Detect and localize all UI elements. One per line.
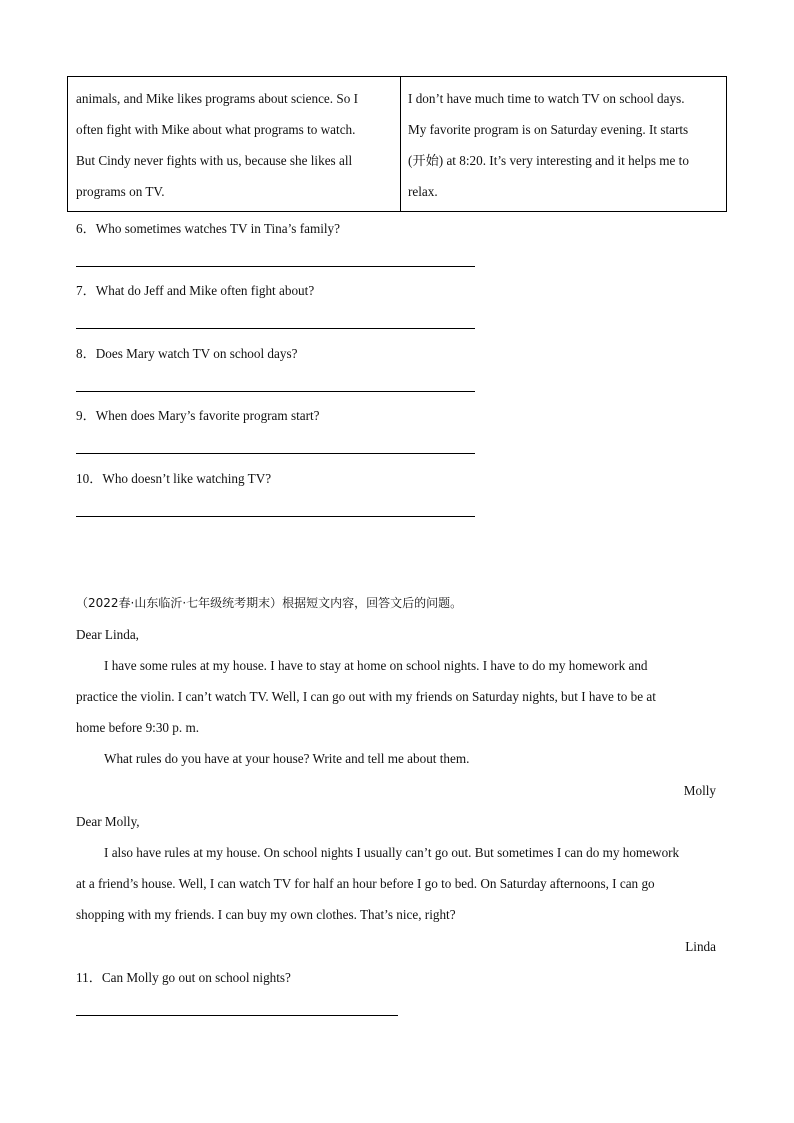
- table-right-line: I don’t have much time to watch TV on school days.: [408, 91, 685, 106]
- answer-line-8[interactable]: [76, 391, 475, 392]
- answer-line-10[interactable]: [76, 516, 475, 517]
- table-divider: [400, 77, 401, 211]
- letter2-paragraph-line: at a friend’s house. Well, I can watch TV for half an hour before I go to bed. On Saturday afternoons, I can go: [76, 876, 655, 891]
- letter1-paragraph-line: home before 9:30 p. m.: [76, 720, 200, 735]
- letter2-signature: Linda: [685, 939, 716, 954]
- passage-table: [67, 76, 727, 212]
- question-11: 11．Can Molly go out on school nights?: [76, 970, 291, 985]
- table-left-line: often fight with Mike about what programs to watch.: [76, 122, 356, 137]
- letter1-signature: Molly: [683, 783, 716, 798]
- letter1-greeting: Dear Linda,: [76, 627, 139, 642]
- question-8: 8．Does Mary watch TV on school days?: [76, 346, 298, 361]
- letter2-greeting: Dear Molly,: [76, 814, 140, 829]
- letter2-paragraph-line: I also have rules at my house. On school nights I usually can’t go out. But sometimes I can do my homework: [104, 845, 680, 860]
- letter2-paragraph-line: shopping with my friends. I can buy my own clothes. That’s nice, right?: [76, 907, 456, 922]
- table-right-line: My favorite program is on Saturday evening. It starts: [408, 122, 689, 137]
- table-right-line: relax.: [408, 184, 438, 199]
- answer-line-6[interactable]: [76, 266, 475, 267]
- letter1-paragraph-2: What rules do you have at your house? Write and tell me about them.: [104, 751, 470, 766]
- table-left-line: But Cindy never fights with us, because she likes all: [76, 153, 353, 168]
- question-9: 9．When does Mary’s favorite program start?: [76, 408, 320, 423]
- question-10: 10．Who doesn’t like watching TV?: [76, 471, 272, 486]
- answer-line-11[interactable]: [76, 1015, 398, 1016]
- table-right-line: (开始) at 8:20. It’s very interesting and it helps me to: [408, 153, 689, 168]
- answer-line-9[interactable]: [76, 453, 475, 454]
- letter1-paragraph-line: practice the violin. I can’t watch TV. Well, I can go out with my friends on Saturday nights, but I have to be at: [76, 689, 656, 704]
- letter1-paragraph-line: I have some rules at my house. I have to stay at home on school nights. I have to do my homework and: [104, 658, 648, 673]
- table-left-line: programs on TV.: [76, 184, 165, 199]
- section-source-heading: （2022春·山东临沂·七年级统考期末）根据短文内容，回答文后的问题。: [76, 596, 463, 610]
- question-6: 6．Who sometimes watches TV in Tina’s family?: [76, 221, 340, 236]
- table-left-line: animals, and Mike likes programs about science. So I: [76, 91, 358, 106]
- question-7: 7．What do Jeff and Mike often fight about?: [76, 283, 315, 298]
- answer-line-7[interactable]: [76, 328, 475, 329]
